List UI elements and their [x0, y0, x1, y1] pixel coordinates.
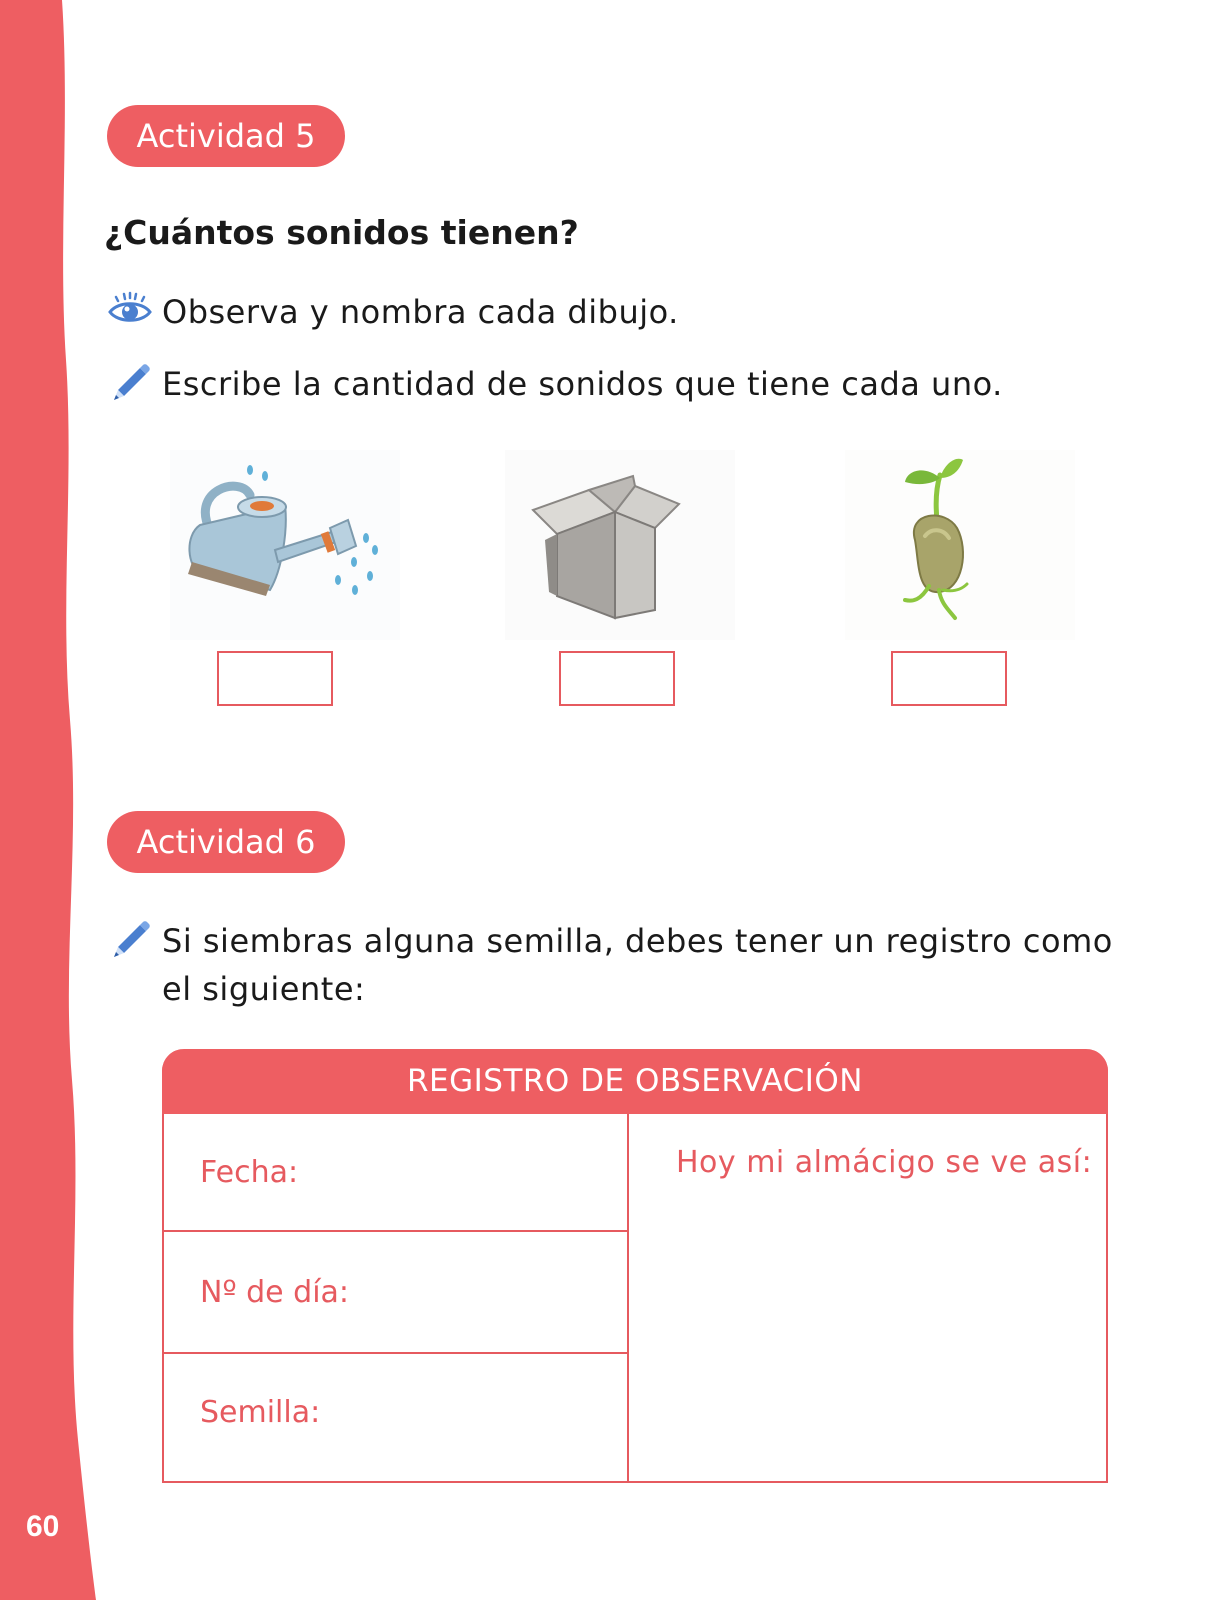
record-field-day-label: Nº de día:: [200, 1275, 350, 1310]
record-field-seed[interactable]: [164, 1354, 627, 1479]
record-field-date[interactable]: [164, 1114, 627, 1232]
answer-box-box[interactable]: [559, 651, 675, 706]
side-band: [0, 0, 110, 1600]
instruction-record-line-2: el siguiente:: [162, 970, 366, 1008]
page-number: 60: [26, 1510, 60, 1543]
activity-5-label: Actividad 5: [107, 105, 345, 167]
box-image: [505, 450, 735, 640]
seed-image: [845, 450, 1075, 640]
observation-record: [162, 1049, 1108, 1483]
instruction-observe: [108, 288, 679, 336]
record-drawing-label: Hoy mi almácigo se ve así:: [676, 1145, 1093, 1180]
activity-5-question: ¿Cuántos sonidos tienen?: [104, 213, 579, 252]
answer-box-watering-can[interactable]: [217, 651, 333, 706]
instruction-record-line-1: Si siembras alguna semilla, debes tener un registro como: [162, 922, 1113, 960]
answer-box-seed[interactable]: [891, 651, 1007, 706]
record-field-day[interactable]: [164, 1232, 627, 1354]
instruction-write-text: Escribe la cantidad de sonidos que tiene cada uno.: [162, 365, 1003, 403]
record-field-date-label: Fecha:: [200, 1155, 299, 1190]
instruction-record: [108, 917, 1113, 1013]
eye-icon: [108, 288, 152, 332]
record-field-seed-label: Semilla:: [200, 1395, 321, 1430]
activity-6-label: Actividad 6: [107, 811, 345, 873]
instruction-observe-text: Observa y nombra cada dibujo.: [162, 293, 679, 331]
pencil-icon: [108, 917, 152, 961]
record-fields: [164, 1114, 629, 1481]
watering-can-image: [170, 450, 400, 640]
record-title: REGISTRO DE OBSERVACIÓN: [162, 1049, 1108, 1114]
instruction-write: [108, 360, 1003, 408]
pencil-icon: [108, 360, 152, 404]
